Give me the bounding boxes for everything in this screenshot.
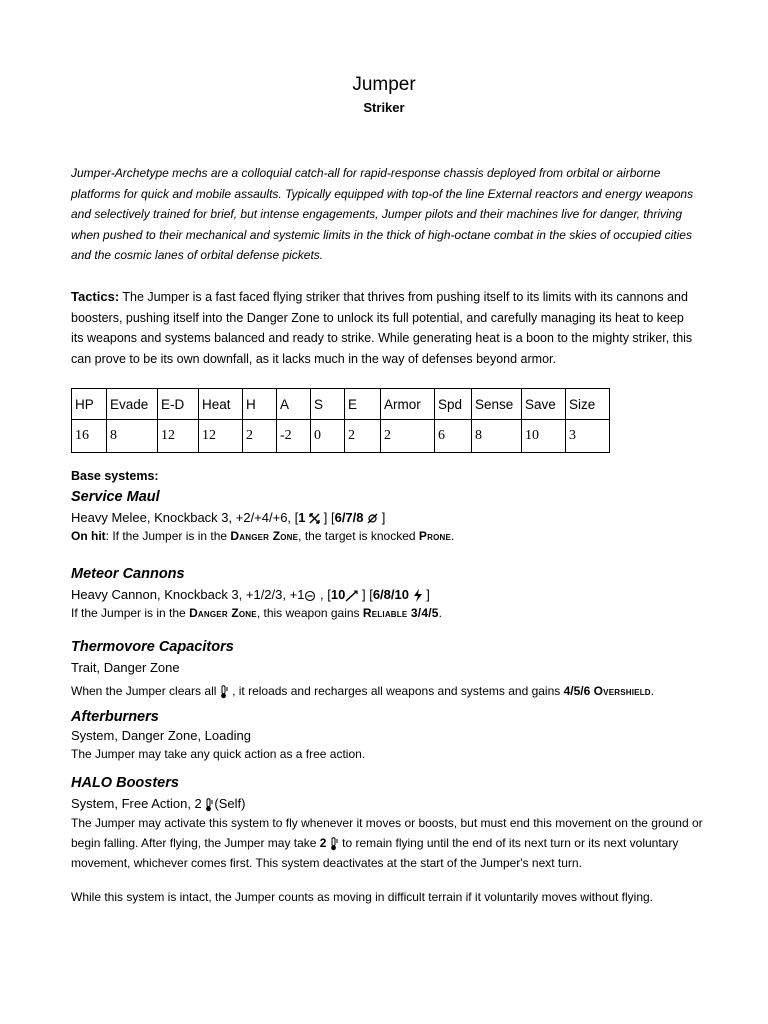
stat-header: H [243,389,277,420]
system-type: Trait, Danger Zone [71,660,180,675]
system-type [71,586,711,604]
system-description [71,682,711,701]
system-description [71,527,711,546]
page-subtitle: Striker [363,100,405,115]
stats-table [71,388,610,453]
system-meteor-cannons [71,565,711,623]
explosive-damage-icon [367,513,378,524]
stat-header: E-D [158,389,199,420]
stat-header: Save [522,389,566,420]
stat-value: 12 [158,420,199,453]
on-hit-label: On hit [71,529,106,543]
keyword-reliable: Reliable 3/4/5 [362,606,439,620]
system-name: Service Maul [71,489,160,505]
stat-value: 12 [199,420,243,453]
system-thermovore-capacitors [71,638,711,701]
system-type [71,509,711,527]
bracket-text: ] [ [358,587,373,602]
stat-header: Sense [472,389,522,420]
system-description [71,604,711,623]
weapon-profile: Heavy Cannon, Knockback 3, +1/2/3, +1 [71,587,305,602]
system-name: Thermovore Capacitors [71,639,234,655]
bracket-text: , [ [316,587,331,602]
intro-paragraph: Jumper-Archetype mechs are a colloquial catch-all for rapid-response chassis deployed from orbital or airborne platforms for quick and mobile assaults. Typically equipped with top-of the line External reactors and energy weapons and selectively trained for brief, but intense engagements, Jumper pilots and their machines live for danger, thriving when pushed to their mechanical and systemic limits in the thick of high-octane combat in the skies of occupied cities and the cosmic lanes of orbital defense pickets. [71,166,694,262]
desc-text: : If the Jumper is in the [105,529,231,543]
system-type: System, Danger Zone, Loading [71,728,251,743]
base-systems-label: Base systems: [71,469,159,483]
keyword-danger-zone: Danger Zone [189,606,257,620]
damage-value: 6/8/10 [372,587,409,602]
stat-header: A [277,389,311,420]
system-description-2: While this system is intact, the Jumper counts as moving in difficult terrain if it voluntarily moves without flying. [71,890,654,904]
heat-icon [220,685,229,699]
stat-value: 2 [345,420,381,453]
stat-value: 8 [472,420,522,453]
type-text: System, Free Action, 2 [71,796,206,811]
stat-header: E [345,389,381,420]
stat-header: Spd [435,389,472,420]
system-name: Afterburners [71,709,159,725]
system-description [71,813,711,873]
energy-damage-icon [413,589,423,602]
tactics-paragraph [71,287,697,369]
range-icon [345,590,358,602]
keyword-prone: Prone [418,529,452,543]
system-halo-boosters [71,774,711,907]
stat-value: 3 [566,420,610,453]
stat-header: Evade [107,389,158,420]
damage-value: 6/7/8 [334,510,364,525]
tactics-text: The Jumper is a fast faced flying striker that thrives from pushing itself to its limits with its cannons and boosters, pushing itself into the Danger Zone to unlock its full potential, and carefully managing its heat to keep its weapons and systems balanced and ready to strike. While generating heat is a boon to the mighty striker, this can prove to be its own downfall, as it lacks much in the way of defenses beyond armor. [71,290,693,366]
keyword-overshield: Overshield [593,684,651,698]
type-text: (Self) [214,796,246,811]
system-name: HALO Boosters [71,775,179,791]
stat-value: 8 [107,420,158,453]
system-service-maul [71,488,711,546]
desc-text: The Jumper may activate this system to fly whenever it moves or boosts, but must end this movement on the ground or begin falling. After flying, the Jumper may take [71,816,703,850]
desc-text: , this weapon gains [256,606,363,620]
system-type [71,795,711,813]
desc-text: . [650,684,655,698]
weapon-profile: Heavy Melee, Knockback 3, +2/+4/+6, [ [71,510,299,525]
stat-header: Size [566,389,610,420]
stat-header: HP [72,389,107,420]
desc-text: , the target is knocked [298,529,419,543]
keyword-danger-zone: Danger Zone [230,529,299,543]
stat-value: 10 [522,420,566,453]
desc-text: If the Jumper is in the [71,606,190,620]
stats-value-row [72,420,610,453]
stat-value: 2 [243,420,277,453]
system-description: The Jumper may take any quick action as a free action. [71,747,366,761]
bracket-text: ] [ [320,510,335,525]
range-value: 10 [330,587,346,602]
stat-value: 6 [435,420,472,453]
heat-icon [330,837,339,851]
accuracy-icon [304,590,316,602]
threat-icon [309,513,320,524]
page-title: Jumper [352,74,416,95]
desc-text: . [451,529,455,543]
stats-header-row [72,389,610,420]
heat-amount: 2 [319,836,327,850]
system-afterburners [71,708,711,764]
stat-header: Heat [199,389,243,420]
desc-text: , it reloads and recharges all weapons and systems and gains [228,684,564,698]
threat-value: 1 [298,510,306,525]
stat-header: Armor [381,389,435,420]
tactics-label: Tactics: [71,289,120,304]
desc-text: to remain flying until the end of its next turn or its next voluntary movement, whichever comes first. This system deactivates at the start of the Jumper's next turn. [71,836,679,870]
stat-value: -2 [277,420,311,453]
overshield-amount: 4/5/6 [563,684,591,698]
bracket-text: ] [378,510,386,525]
system-name: Meteor Cannons [71,566,185,582]
bracket-text: ] [422,587,430,602]
stat-header: S [311,389,345,420]
desc-text: . [438,606,442,620]
desc-text: When the Jumper clears all [71,684,220,698]
stat-value: 0 [311,420,345,453]
stat-value: 2 [381,420,435,453]
stat-value: 16 [72,420,107,453]
